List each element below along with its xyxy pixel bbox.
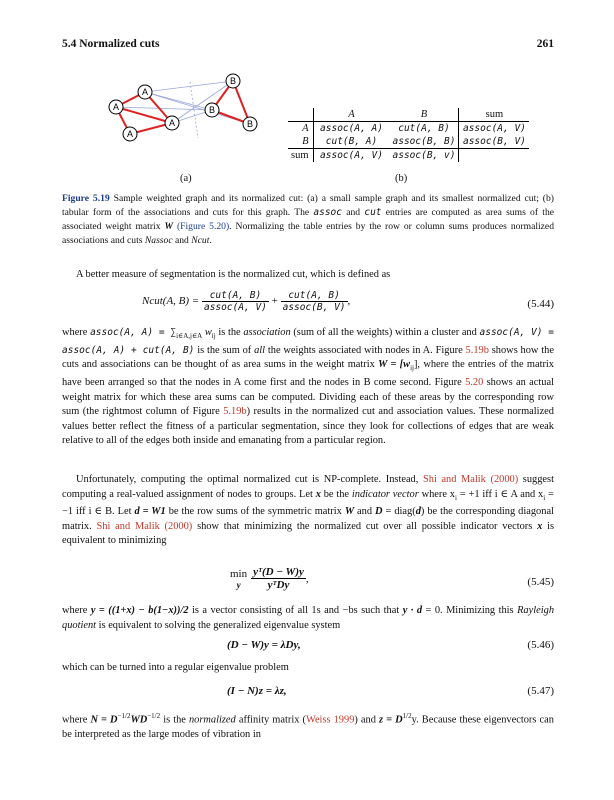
paragraph-association [62,326,554,449]
equation-punct: , [347,295,351,308]
equation-5-47 [62,685,554,703]
section-title: 5.4 Normalized cuts [62,38,160,50]
table-row [288,122,529,136]
table-cell: assoc(A, V) [459,122,530,136]
graph-node [165,116,179,130]
math: assoc(A, A) = ∑ [90,327,177,338]
text: normalized [188,714,236,726]
text: ) and [354,714,376,726]
math: i∈A,j∈A [176,332,203,341]
page-number: 261 [536,38,554,50]
citation-link[interactable]: Shi and Malik (2000) [96,520,193,532]
caption-text: Sample weighted graph and its normalized cut: (a) a small sample graph and its smallest normalized cut; (b) tabular form of the associations and cuts for this graph. The [62,193,554,218]
caption-text: W [164,221,173,232]
column-header: B [420,109,428,120]
caption-text: assoc [313,207,342,218]
math: assoc(A, V) = assoc(A, A) + cut(A, B) [62,327,554,356]
text: (sum of all the weights) within a cluster and [293,327,477,338]
equation-lhs: Ncut(A, B) = [142,295,200,308]
equation-number: (5.46) [527,639,554,651]
math: w [204,327,212,338]
table-cell: assoc(B, V) [459,135,530,149]
equation-denominator: yᵀDy [267,579,290,591]
text: where [62,714,88,726]
equation-number: (5.47) [527,685,554,697]
math: ij [410,364,414,373]
sample-graph-figure [100,70,270,170]
svg-text:A: A [141,87,149,97]
math: d [415,506,421,518]
text: is the [218,327,241,338]
table-cell: assoc(B, B) [392,136,456,147]
table-cell: assoc(B, v) [390,149,459,163]
equation-number: (5.44) [527,298,554,310]
caption-text: and [175,235,189,246]
paragraph-np-complete [62,473,554,549]
text: is equivalent to minimizing [62,520,555,547]
paragraph-intro: A better measure of segmentation is the normalized cut, which is defined as [76,269,391,280]
figure-ref-link[interactable]: (Figure 5.20) [176,221,230,232]
graph-node [123,127,137,141]
figure-ref-link[interactable]: 5.20 [465,376,484,388]
table-cell [459,149,530,163]
text: indicator vector [351,488,419,500]
math: N = D [90,714,118,726]
paragraph-eigen: which can be turned into a regular eigenvalue problem [62,662,289,673]
equation-5-44 [62,290,554,324]
equation-subscript: y [236,579,241,590]
graph-node [243,117,257,131]
math: where x [421,488,455,500]
figure-caption [62,192,554,248]
graph-node [138,85,152,99]
table-cell: assoc(A, V) [313,149,390,163]
text: the weights associated with nodes in A. Figure [267,344,463,356]
math: y = ((1+x) − b(1−x))/2 [90,605,189,616]
graph-node [109,100,123,114]
equation-5-46 [62,639,554,657]
math: 1/2 [402,712,412,720]
text: Unfortunately, computing the optimal normalized cut is NP-complete. Instead, [76,474,419,485]
text: all [254,344,266,356]
math: W [344,506,355,518]
equation-5-45 [62,566,554,602]
caption-text: . [209,235,212,246]
figure-label: Figure 5.19 [62,193,110,204]
math: = +1 iff i ∈ A and x [459,488,544,500]
text: where [62,605,88,616]
figure-ref-link[interactable]: 5.19b [223,406,247,418]
math: −1/2 [147,712,161,720]
equation-numerator: cut(A, B) [202,290,269,302]
text: show that minimizing the normalized cut over all possible indicator vectors [197,520,533,532]
text: = 0. Minimizing this [425,605,514,616]
math: WD [130,714,148,726]
text: shows how the cuts and associations can be thought of as area sums in the weight matrix [62,344,554,371]
paragraph-rayleigh [62,604,554,633]
text: = diag( [385,506,416,518]
graph-edge [116,107,172,123]
svg-text:B: B [229,76,237,86]
equation-body: (D − W)y = λDy, [227,639,301,651]
math: −1/2 [117,712,131,720]
text: is a vector consisting of all 1s and −bs such that [192,605,400,616]
text: affinity matrix ( [238,714,306,726]
text: where [62,327,88,338]
text: ], where the entries of the matrix have been arranged so that the nodes in A come first and the nodes in B come second. Figure [62,359,555,388]
text: Rayleigh quotient [62,605,555,631]
row-label: sum [288,149,313,163]
equation-operator: + [271,295,278,308]
text: is the [163,714,186,726]
table-row [288,135,529,149]
table-header-row [288,108,529,122]
text: is the sum of [197,344,252,356]
caption-text: and [346,207,361,218]
citation-link[interactable]: Shi and Malik (2000) [422,474,519,485]
text: is equivalent to solving the generalized eigenvalue system [98,619,341,631]
math: D [375,506,383,518]
math: ij [211,332,216,341]
table-cell: assoc(A, A) [313,122,390,136]
row-label: B [302,136,309,147]
caption-text: cut [364,207,382,218]
math: z = D [379,714,403,726]
association-table [288,108,529,162]
math: x [315,488,321,500]
text: = −1 iff i ∈ B. Let [62,488,554,518]
equation-numerator: yᵀ(D − W)y [253,566,304,578]
text: ) results in the normalized cut and association values. These normalized values better reflect the fitness of a particular segmentation, since they look for collections of edges that are weak relative to all of the edges both inside and emanating from a particular region. [62,406,554,447]
caption-text: entries are computed as area sums of the associated weight matrix [62,207,554,232]
equation-denominator: assoc(A, V) [203,302,267,313]
caption-text: Ncut [191,235,210,246]
svg-text:A: A [168,118,176,128]
caption-text: Nassoc [144,235,173,246]
svg-text:B: B [246,119,254,129]
text: association [243,327,291,338]
text: y. Because these eigenvectors can be interpreted as the large modes of vibration in [62,714,554,741]
subcaption-b: (b) [395,173,408,184]
svg-text:B: B [208,105,216,115]
equation-denominator: assoc(B, V) [282,302,346,313]
caption-text: . Normalizing the table entries by the row or column sums produces normalized associations and cuts [62,221,554,246]
citation-link[interactable]: Weiss 1999 [305,714,355,726]
svg-text:A: A [126,129,134,139]
figure-ref-link[interactable]: 5.19b [465,344,489,356]
column-header: A [313,108,390,122]
math: x [537,520,543,532]
equation-numerator: cut(A, B) [281,290,348,302]
graph-node [205,103,219,117]
text: ) be the corresponding diagonal matrix. [62,506,554,532]
math: W = [w [378,359,411,371]
math: y · d [402,605,423,616]
math: d = W1 [134,506,166,518]
text: suggest computing a real-valued assignment of nodes to groups. Let [62,474,554,500]
row-label: A [288,122,313,136]
graph-edge [116,107,212,110]
paragraph-normalized-affinity [62,709,554,743]
subcaption-a: (a) [180,173,192,184]
equation-punct: , [305,572,309,585]
equation-number: (5.45) [527,576,554,588]
graph-node [226,74,240,88]
table-row [288,149,529,163]
table-cell: cut(B, A) [313,135,390,149]
column-header: sum [459,108,530,122]
weak-edges [116,81,250,138]
table-cell: cut(A, B) [390,122,459,136]
math: i [543,493,546,502]
text: and [357,506,373,518]
math: i [455,493,457,502]
equation-operator: min [230,567,248,580]
text: shows an actual weight matrix for which these area sums can be computed. Dividing each of these areas by the corresponding row sum (the rightmost column of Figure [62,376,554,418]
text: be the row sums of the symmetric matrix [168,506,342,518]
text: be the [323,488,350,500]
svg-text:A: A [112,102,120,112]
equation-body: (I − N)z = λz, [227,685,287,697]
